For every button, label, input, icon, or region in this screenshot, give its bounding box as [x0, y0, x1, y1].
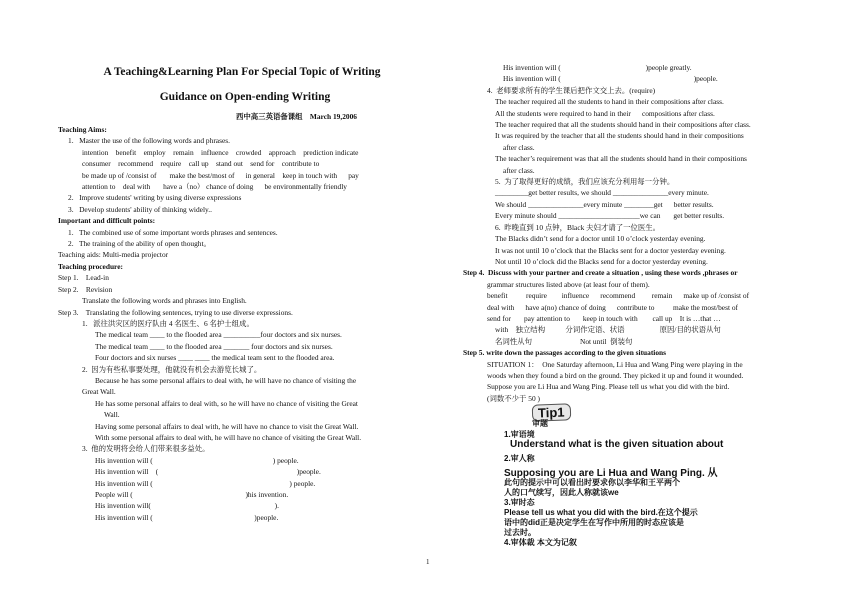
tip-line: 2.审人称 — [504, 454, 535, 463]
text-line: People will ( )his invention. — [95, 490, 289, 499]
text-line: His invention will ( )people. — [503, 74, 718, 84]
text-line: Wall. — [104, 410, 120, 420]
step-line: Step 3. Translating the following sentences, trying to use diverse expressions. — [58, 307, 293, 317]
tip-line: Please tell us what you did with the bird.在这个提示 — [504, 508, 698, 517]
doc-title: A Teaching&Learning Plan For Special Topic of Writing — [103, 66, 381, 78]
doc-subtitle: Guidance on Open-ending Writing — [159, 91, 331, 103]
text-line: Not until 10 o’clock did the Blacks send for a doctor yesterday evening. — [495, 256, 708, 266]
situation-line: SITUATION 1： One Saturday afternoon, Li Hua and Wang Ping were playing in the — [487, 359, 743, 369]
page-number: 1 — [426, 558, 430, 566]
tip-line: 审题 — [532, 419, 548, 428]
text-line: With some personal affairs to deal with, he will have no chance of visiting the Great Wall. — [95, 432, 362, 442]
text-line: Translate the following words and phrases into English. — [82, 296, 247, 306]
tip-line: 过去时。 — [504, 528, 536, 537]
step-line: Step 5. write down the passages according to the given situations — [463, 348, 667, 358]
text-line: We should _______________every minute ________get better results. — [495, 199, 714, 209]
text-line: 1. Master the use of the following words and phrases. — [68, 136, 230, 146]
text-line: consumer recommend require call up stand out send for contribute to — [82, 159, 320, 169]
text-line: attention to deal with have a（no） chance of doing be environmentally friendly — [82, 182, 347, 192]
text-line: His invention will ( ) people. — [95, 478, 316, 488]
text-line: send for pay attention to keep in touch with call up It is …that … — [487, 313, 721, 323]
tip-image — [492, 404, 804, 547]
tip-line: 此句的提示中可以看出时要求你以李华和王平两个 — [504, 478, 680, 487]
text-line: Because he has some personal affairs to deal with, he will have no chance of visiting the — [95, 375, 357, 385]
text-line: His invention will ( )people. — [95, 467, 321, 477]
text-line: 1. The combined use of some important words phrases and sentences. — [68, 227, 278, 237]
tip-title: Tip1 — [532, 403, 571, 421]
text-line: with 独立结构 分词作定语、状语 原因/目的状语从句 — [495, 325, 721, 335]
section-heading: Important and difficult points: — [58, 216, 156, 226]
text-line: be made up of /consist of make the best/most of in general keep in touch with pay — [82, 170, 359, 180]
section-heading: Teaching procedure: — [58, 261, 123, 271]
tip-line: 3.审时态 — [504, 498, 535, 507]
tip-line: Understand what is the given situation about — [510, 439, 724, 450]
step-line: Step 1. Lead-in — [58, 273, 109, 283]
text-line: 2. The training of the ability of open thought。 — [68, 239, 211, 249]
text-line: 2. Improve students' writing by using diverse expressions — [68, 193, 242, 203]
step-4-text: Step 4. Discuss with your partner and create a situation , using these words ,phrases or — [463, 268, 738, 278]
text-line: Every minute should ______________________we can get better results. — [495, 211, 725, 221]
text-line: woods when they found a bird on the ground. They picked it up and found it wounded. — [487, 370, 744, 380]
text-line: Having some personal affairs to deal with, he will have no chance to visit the Great Wall. — [95, 421, 359, 431]
text-line: grammar structures listed above (at least four of them). — [487, 279, 650, 289]
text-line: It was required by the teacher that all the students should hand in their compositions — [495, 131, 744, 141]
tip-line: 人的口气续写，因此人称就该we — [504, 488, 619, 497]
text-line: intention benefit employ remain influence crowded approach prediction indicate — [82, 147, 359, 157]
text-line: Four doctors and six nurses ____ ____ the medical team sent to the flooded area. — [95, 353, 335, 363]
tip-line: Supposing you are Li Hua and Wang Ping. 从 — [504, 468, 718, 479]
text-line: He has some personal affairs to deal with, so he will have no chance of visiting the Great — [95, 398, 358, 408]
text-line: Teaching aids: Multi-media projector — [58, 250, 169, 260]
text-line: The medical team ____ to the flooded area __________four doctors and six nurses. — [95, 330, 342, 340]
section-heading: Teaching Aims: — [58, 125, 107, 134]
text-line: after class. — [503, 165, 535, 175]
step-line: Step 2. Revision — [58, 284, 113, 294]
text-line: The teacher required that all the students should hand in their compositions after class. — [495, 120, 751, 130]
text-line: after class. — [503, 142, 535, 152]
text-line: The medical team ____ to the flooded area _______ four doctors and six nurses. — [95, 341, 333, 351]
text-line: His invention will ( )people greatly. — [503, 63, 692, 72]
text-line: (词数不少于 50 ) — [487, 393, 540, 403]
text-line: benefit require influence recommend remain make up of /consist of — [487, 291, 750, 301]
text-line: 1. 派往洪灾区的医疗队由 4 名医生、6 名护士组成。 — [82, 318, 254, 328]
text-line: It was not until 10 o’clock that the Blacks sent for a doctor yesterday evening. — [495, 245, 726, 255]
tip-line: 语中的did正是决定学生在写作中所用的时态应该是 — [504, 518, 684, 527]
text-line: The teacher’s requirement was that all the students should hand in their compositions — [495, 154, 747, 164]
tip-line: 1.审语境 — [504, 430, 535, 439]
text-line: deal with have a(no) chance of doing contribute to make the most/best of — [487, 302, 739, 312]
text-line: The Blacks didn’t send for a doctor until 10 o’clock yesterday evening. — [495, 234, 706, 244]
text-line: His invention will( ). — [95, 501, 279, 511]
text-line: 3. Develop students' ability of thinking widely.. — [68, 204, 212, 214]
text-line: 2. 因为有些私事要处理，他就没有机会去游览长城了。 — [82, 364, 262, 374]
text-line: Great Wall. — [82, 387, 116, 397]
text-line: 名词性从句 Not until 倒装句 — [495, 336, 633, 346]
text-line: 3. 他的发明将会给人们带来很多益处。 — [82, 444, 210, 454]
text-line: 5. 为了取得更好的成绩，我们应该充分利用每一分钟。 — [495, 177, 675, 187]
step-line — [463, 267, 808, 278]
text-line: All the students were required to hand in their compositions after class. — [495, 108, 715, 118]
left-column — [58, 124, 430, 523]
text-line: 6. 昨晚直到 10 点钟，Black 夫妇才请了一位医生。 — [495, 222, 661, 232]
tip-line: 4.审体裁 本文为记叙 — [504, 538, 577, 547]
text-line: _________get better results, we should _______________every minute. — [495, 188, 709, 198]
text-line: His invention will ( )people. — [95, 512, 279, 522]
text-line: The teacher required all the students to hand in their compositions after class. — [495, 97, 724, 107]
text-line: His invention will ( ) people. — [95, 455, 299, 465]
text-line: Suppose you are Li Hua and Wang Ping. Please tell us what you did with the bird. — [487, 382, 730, 392]
text-line: 4. 老师要求所有的学生课后把作文交上去。(require) — [487, 85, 656, 95]
right-column — [463, 62, 808, 404]
author-line: 西中高三英语备课组 March 19,2006 — [236, 112, 357, 121]
